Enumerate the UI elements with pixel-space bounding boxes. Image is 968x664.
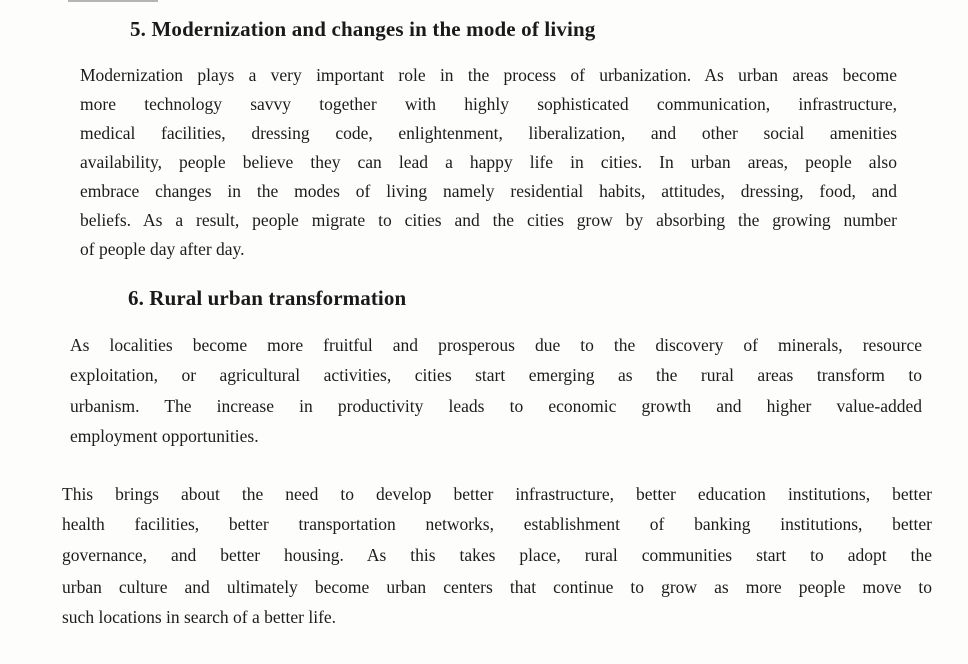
- paragraph-line: As localities become more fruitful and prosperous due to the discovery of minerals, resource: [70, 335, 922, 355]
- paragraph-line: availability, people believe they can lead a happy life in cities. In urban areas, people also: [80, 152, 897, 172]
- top-page-rule: [68, 0, 158, 2]
- section-5-heading: 5. Modernization and changes in the mode of living: [130, 17, 596, 41]
- section-6-heading: 6. Rural urban transformation: [128, 286, 407, 310]
- paragraph-line: more technology savvy together with highly sophisticated communication, infrastructure,: [80, 94, 897, 114]
- paragraph-line: governance, and better housing. As this takes place, rural communities start to adopt the: [62, 545, 932, 565]
- paragraph-line: employment opportunities.: [70, 426, 259, 446]
- paragraph-line: exploitation, or agricultural activities, cities start emerging as the rural areas transform to: [70, 365, 922, 385]
- paragraph-line: urbanism. The increase in productivity leads to economic growth and higher value-added: [70, 396, 922, 416]
- paragraph-line: This brings about the need to develop better infrastructure, better education institutions, better: [62, 484, 932, 504]
- paragraph-line: health facilities, better transportation networks, establishment of banking institutions, better: [62, 514, 932, 534]
- paragraph-line: Modernization plays a very important role in the process of urbanization. As urban areas become: [80, 65, 897, 85]
- paragraph-line: urban culture and ultimately become urban centers that continue to grow as more people move to: [62, 577, 932, 597]
- paragraph-line: embrace changes in the modes of living namely residential habits, attitudes, dressing, food, and: [80, 181, 897, 201]
- paragraph-line: beliefs. As a result, people migrate to cities and the cities grow by absorbing the growing number: [80, 210, 897, 230]
- paragraph-line: medical facilities, dressing code, enlightenment, liberalization, and other social amenities: [80, 123, 897, 143]
- paragraph-line: such locations in search of a better life.: [62, 607, 337, 627]
- paragraph-line: of people day after day.: [80, 239, 245, 259]
